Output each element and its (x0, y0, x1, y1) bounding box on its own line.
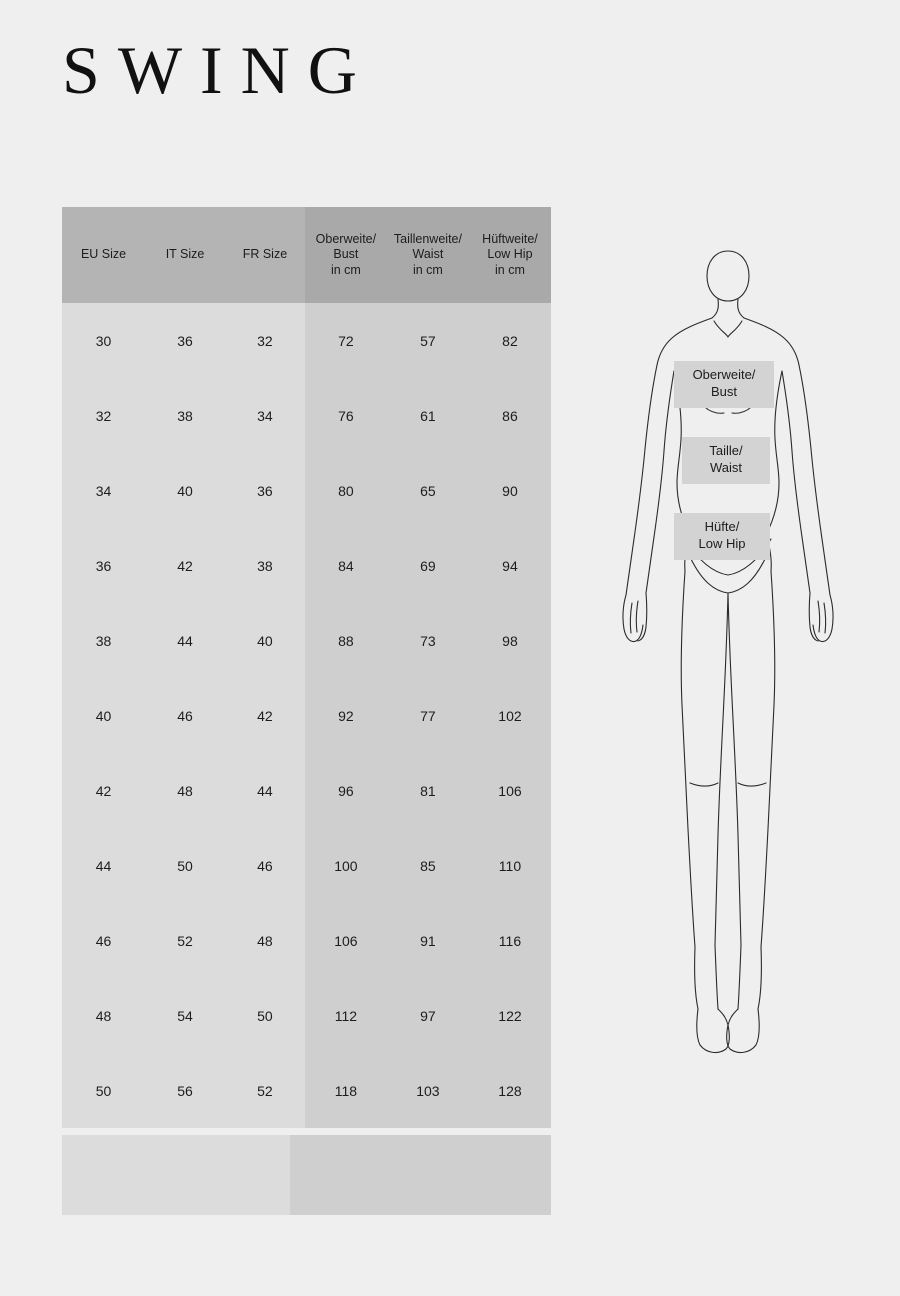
cell-it-size: 40 (145, 453, 225, 528)
cell-eu-size: 50 (62, 1053, 145, 1128)
cell-waist: 103 (387, 1053, 469, 1128)
cell-bust: 100 (305, 828, 387, 903)
cell-waist: 81 (387, 753, 469, 828)
cell-waist: 85 (387, 828, 469, 903)
cell-low-hip: 102 (469, 678, 551, 753)
table-row (62, 528, 551, 603)
table-row (62, 753, 551, 828)
cell-fr-size: 36 (225, 453, 305, 528)
brand-wordmark: SWING (62, 32, 375, 108)
cell-low-hip: 82 (469, 303, 551, 378)
cell-bust: 118 (305, 1053, 387, 1128)
figure-label-bust: Oberweite/ Bust (674, 361, 774, 408)
table-row (62, 453, 551, 528)
cell-eu-size: 36 (62, 528, 145, 603)
cell-it-size: 50 (145, 828, 225, 903)
cell-bust: 92 (305, 678, 387, 753)
cell-it-size: 38 (145, 378, 225, 453)
table-filler-right (290, 1135, 551, 1215)
table-body (62, 303, 551, 1128)
column-header-low-hip: Hüftweite/ Low Hip in cm (469, 207, 551, 303)
table-row (62, 378, 551, 453)
cell-waist: 97 (387, 978, 469, 1053)
cell-low-hip: 86 (469, 378, 551, 453)
cell-low-hip: 94 (469, 528, 551, 603)
column-header-it-size: IT Size (145, 207, 225, 303)
cell-eu-size: 44 (62, 828, 145, 903)
cell-waist: 77 (387, 678, 469, 753)
cell-eu-size: 40 (62, 678, 145, 753)
table-row (62, 978, 551, 1053)
cell-eu-size: 42 (62, 753, 145, 828)
cell-it-size: 42 (145, 528, 225, 603)
size-chart-table (62, 207, 551, 1128)
table-header-row (62, 207, 551, 303)
cell-bust: 84 (305, 528, 387, 603)
table-row (62, 603, 551, 678)
cell-low-hip: 106 (469, 753, 551, 828)
cell-fr-size: 48 (225, 903, 305, 978)
column-header-eu-size: EU Size (62, 207, 145, 303)
table-row (62, 303, 551, 378)
cell-it-size: 48 (145, 753, 225, 828)
cell-bust: 88 (305, 603, 387, 678)
cell-waist: 73 (387, 603, 469, 678)
figure-label-waist: Taille/ Waist (682, 437, 770, 484)
table-bottom-filler (62, 1135, 551, 1215)
cell-fr-size: 38 (225, 528, 305, 603)
column-header-bust: Oberweite/ Bust in cm (305, 207, 387, 303)
cell-eu-size: 32 (62, 378, 145, 453)
cell-fr-size: 52 (225, 1053, 305, 1128)
cell-bust: 112 (305, 978, 387, 1053)
cell-low-hip: 122 (469, 978, 551, 1053)
cell-waist: 65 (387, 453, 469, 528)
cell-it-size: 56 (145, 1053, 225, 1128)
cell-eu-size: 34 (62, 453, 145, 528)
cell-fr-size: 34 (225, 378, 305, 453)
cell-waist: 91 (387, 903, 469, 978)
cell-waist: 57 (387, 303, 469, 378)
cell-bust: 106 (305, 903, 387, 978)
column-header-fr-size: FR Size (225, 207, 305, 303)
cell-bust: 76 (305, 378, 387, 453)
cell-bust: 72 (305, 303, 387, 378)
cell-eu-size: 38 (62, 603, 145, 678)
cell-eu-size: 30 (62, 303, 145, 378)
cell-bust: 96 (305, 753, 387, 828)
cell-it-size: 54 (145, 978, 225, 1053)
cell-low-hip: 116 (469, 903, 551, 978)
cell-eu-size: 48 (62, 978, 145, 1053)
cell-fr-size: 44 (225, 753, 305, 828)
table-row (62, 903, 551, 978)
cell-fr-size: 50 (225, 978, 305, 1053)
cell-low-hip: 98 (469, 603, 551, 678)
table-row (62, 678, 551, 753)
cell-waist: 61 (387, 378, 469, 453)
cell-bust: 80 (305, 453, 387, 528)
body-measurement-figure (578, 243, 878, 1133)
cell-it-size: 46 (145, 678, 225, 753)
cell-fr-size: 32 (225, 303, 305, 378)
cell-waist: 69 (387, 528, 469, 603)
table-row (62, 1053, 551, 1128)
table-filler-left (62, 1135, 290, 1215)
cell-fr-size: 40 (225, 603, 305, 678)
cell-eu-size: 46 (62, 903, 145, 978)
cell-it-size: 36 (145, 303, 225, 378)
figure-label-low-hip: Hüfte/ Low Hip (674, 513, 770, 560)
column-header-waist: Taillenweite/ Waist in cm (387, 207, 469, 303)
cell-low-hip: 128 (469, 1053, 551, 1128)
table-row (62, 828, 551, 903)
cell-it-size: 52 (145, 903, 225, 978)
cell-it-size: 44 (145, 603, 225, 678)
cell-fr-size: 42 (225, 678, 305, 753)
cell-low-hip: 110 (469, 828, 551, 903)
cell-fr-size: 46 (225, 828, 305, 903)
cell-low-hip: 90 (469, 453, 551, 528)
